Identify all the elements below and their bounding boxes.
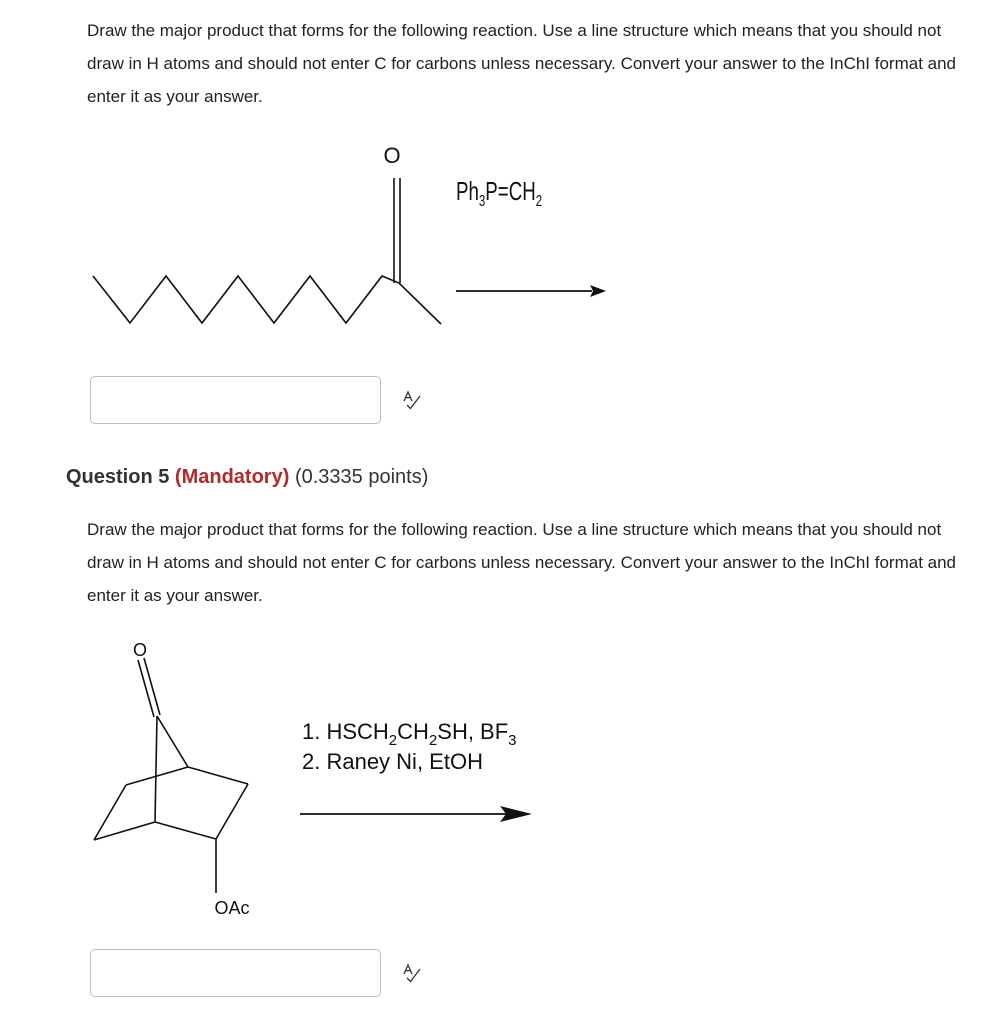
bicyclic-oxygen-label: O: [132, 640, 148, 660]
reagent-ph: Ph: [456, 175, 479, 206]
question-4-prompt: Draw the major product that forms for the following reaction. Use a line structure which means that you should not draw in H atoms and should not enter C for carbons unless necessary. Convert your answer to the InChI format and enter it as your answer.: [87, 21, 957, 106]
reagent-step-1: 1. $HSCH_2CH_2SH$, $BF_3$: [302, 719, 517, 749]
bond-c3-c2: [216, 784, 248, 839]
oac-label: OAc: [214, 898, 250, 918]
reaction-arrow-2: [300, 806, 532, 822]
spellcheck-icon[interactable]: [401, 389, 423, 411]
points-label: (0.3335 points): [294, 466, 429, 488]
reagent-sub-2: 2: [535, 191, 543, 210]
bridge-right: [157, 716, 188, 767]
question-5-prompt: Draw the major product that forms for the following reaction. Use a line structure which means that you should not draw in H atoms and should not enter C for carbons unless necessary. Convert your answer to the InChI format and enter it as your answer.: [87, 520, 957, 605]
wittig-reagent-label: [456, 176, 542, 210]
question-5-answer-input[interactable]: [90, 949, 381, 997]
question-number: Question 5: [66, 466, 170, 488]
ketone-oxygen-label: O: [383, 143, 401, 168]
c7-carbonyl-a: [138, 660, 154, 717]
reagent-p-ch: P=CH: [485, 175, 536, 206]
c7-carbonyl-b: [144, 658, 160, 715]
question-5-title: [66, 466, 428, 489]
bicyclic-ketone-structure: [94, 658, 248, 893]
question-4-answer-input[interactable]: [90, 376, 381, 424]
reaction-arrow-1: [456, 285, 606, 297]
bridge-left: [155, 716, 157, 822]
bond-c5-c4: [126, 767, 188, 785]
spellcheck-icon[interactable]: [401, 962, 423, 984]
mandatory-label: (Mandatory): [174, 466, 290, 488]
bond-c2-c1: [155, 822, 216, 839]
ketone-structure: [93, 178, 441, 324]
ketone-carbon-chain: [93, 276, 441, 324]
reagent-sub-3: 3: [478, 191, 486, 210]
bond-c4-c3: [188, 767, 248, 784]
reagent-step-2: 2. Raney Ni, EtOH: [302, 749, 483, 774]
